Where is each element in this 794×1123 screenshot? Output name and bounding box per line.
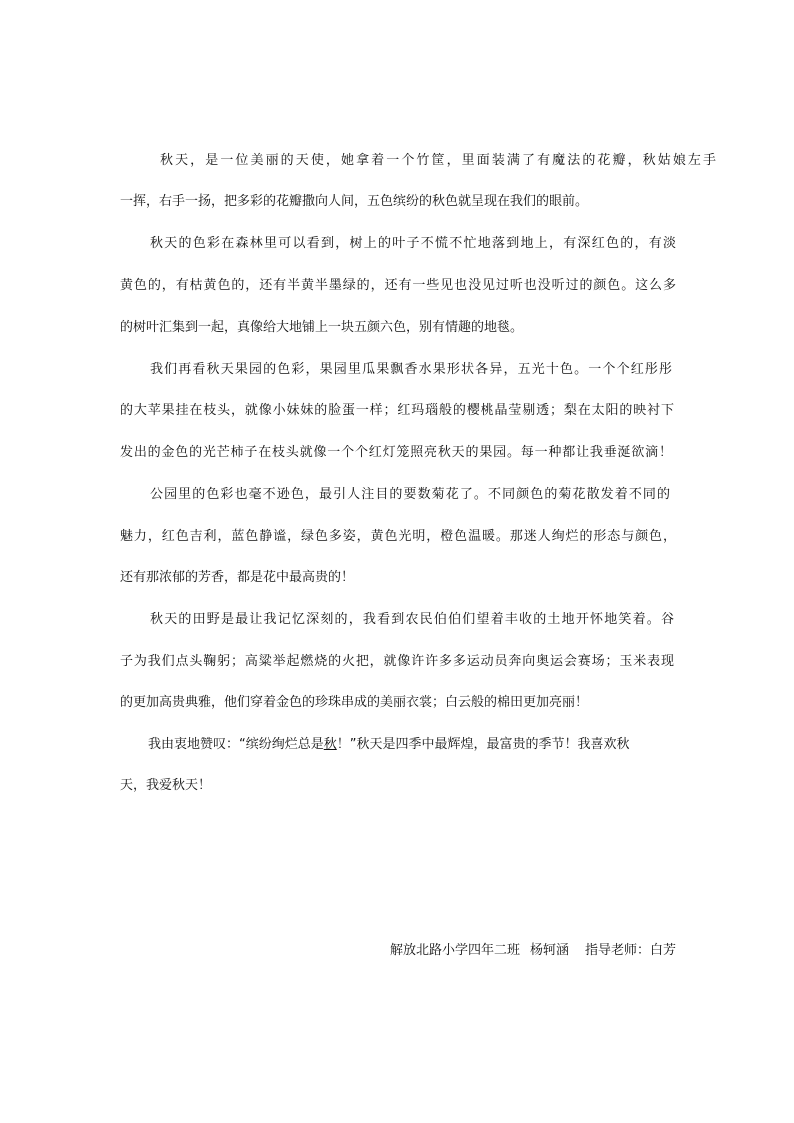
signature-line [390,942,676,960]
paragraph-6-line-2: 天，我爱秋天！ [120,778,212,793]
paragraph-5-line-3: 的更加高贵典雅，他们穿着金色的珍珠串成的美丽衣裳；白云般的棉田更加亮丽！ [120,695,589,710]
paragraph-2-line-1: 秋天的色彩在森林里可以看到，树上的叶子不慌不忙地落到地上，有深红色的，有淡 [150,236,676,251]
paragraph-6-text-b: ！”秋天是四季中最辉煌，最富贵的季节！我喜欢秋 [336,737,630,752]
paragraph-4-line-2: 魅力，红色吉利，蓝色静谧，绿色多姿，黄色光明，橙色温暖。那迷人绚烂的形态与颜色， [120,529,676,544]
paragraph-5-line-2: 子为我们点头鞠躬；高粱举起燃烧的火把，就像许许多多运动员奔向奥运会赛场；玉米表现 [120,654,674,669]
paragraph-3-line-1: 我们再看秋天果园的色彩，果园里瓜果飘香水果形状各异，五光十色。一个个红彤彤 [150,362,672,377]
paragraph-3-line-3: 发出的金色的光芒柿子在枝头就像一个个红灯笼照亮秋天的果园。每一种都让我垂涎欲滴！ [120,445,672,460]
paragraph-4-line-1: 公园里的色彩也毫不逊色，最引人注目的要数菊花了。不同颜色的菊花散发着不同的 [150,487,670,502]
paragraph-6-line-1 [148,736,676,754]
teacher-name: 指导老师：白芳 [584,943,676,958]
paragraph-4-line-3: 还有那浓郁的芳香，都是花中最高贵的！ [120,570,355,585]
underlined-word: 秋 [323,737,337,752]
paragraph-2-line-2: 黄色的，有枯黄色的，还有半黄半墨绿的，还有一些见也没见过听也没听过的颜色。这么多 [120,278,676,293]
paragraph-2-line-3: 的树叶汇集到一起，真像给大地铺上一块五颜六色，别有情趣的地毯。 [120,320,524,335]
author-name: 杨轲涵 [529,943,569,958]
paragraph-1-line-2: 一挥，右手一扬，把多彩的花瓣撒向人间，五色缤纷的秋色就呈现在我们的眼前。 [120,194,589,209]
school-class: 解放北路小学四年二班 [389,943,520,958]
paragraph-3-line-2: 的大苹果挂在枝头，就像小妹妹的脸蛋一样；红玛瑙般的樱桃晶莹剔透；梨在太阳的映衬下 [120,403,674,418]
paragraph-1-line-1: 秋天，是一位美丽的天使，她拿着一个竹筐，里面装满了有魔法的花瓣，秋姑娘左手 [160,153,716,168]
paragraph-6-text-a: 我由衷地赞叹：“缤纷绚烂总是 [148,737,324,752]
paragraph-5-line-1: 秋天的田野是最让我记忆深刻的，我看到农民伯伯们望着丰收的土地开怀地笑着。谷 [150,612,674,627]
